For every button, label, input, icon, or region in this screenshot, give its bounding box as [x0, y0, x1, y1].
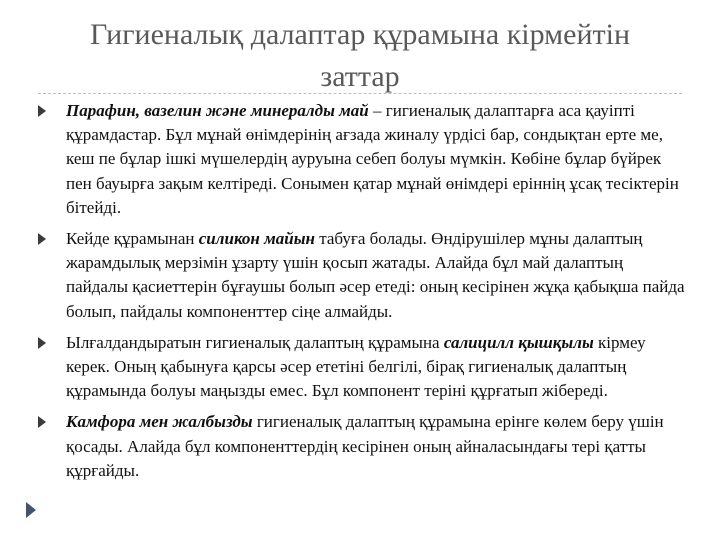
bullet-item [36, 227, 686, 324]
slide-title-line-1: Гигиеналық далаптар құрамына кірмейтін [89, 18, 631, 51]
bullet-emphasis-text: салицилл қышқылы [443, 332, 594, 352]
navigation-arrow-icon[interactable] [26, 502, 36, 518]
bullet-item [36, 331, 686, 404]
bullet-arrow-icon [38, 105, 46, 117]
bullet-text: Кейде құрамынан [66, 229, 199, 249]
bullet-emphasis-text: силикон майын [198, 229, 315, 249]
slide-title-line-2: заттар [320, 60, 400, 93]
bullet-text: кірмеу керек. Оның қабынуға қарсы әсер ететіні белгілі, бірақ гигиеналық далаптың құрамында болуы маңызды емес. Бұл компонент теріні құрғатып жібереді. [66, 332, 646, 401]
bullet-emphasis-text: Камфора мен жалбызды [66, 412, 253, 432]
bullet-text: Ылғалдандыратын гигиеналық далаптың құрамына [66, 332, 444, 352]
bullet-text: гигиеналық далаптың құрамына ерінге көлем беру үшін қосады. Алайда бұл компоненттердің кесірінен оның айналасындағы тері қатты құрғайды. [66, 412, 664, 480]
bullet-list [36, 99, 686, 490]
title-divider [38, 93, 682, 94]
bullet-item [36, 99, 686, 220]
bullet-text: табуға болады. Өндірушілер мұны далаптың жарамдылық мерзімін ұзарту үшін қосып жатады. Алайда бұл май далаптың пайдалы қасиеттерін бұғаушы болып әсер етеді: оның кесірінен жұқа қабықша пайда болып, пайдалы компоненттер сіңе алмайды. [66, 229, 685, 321]
bullet-text: – гигиеналық далаптарға аса қауіпті құрамдастар. Бұл мұнай өнімдерінің ағзада жиналу үрдісі бар, сондықтан ерте ме, кеш пе бұлар ішкі мүшелердің ауруына себеп болуы мүмкін. Көбіне бұлар бүйрек пен бауырға зақым келтіреді. Сонымен қатар мұнай өнімдері еріннің ұсақ тесіктерін бітейді. [66, 101, 679, 217]
bullet-emphasis-text: Парафин, вазелин және минералды май [66, 101, 369, 120]
bullet-item [36, 410, 686, 483]
bullet-arrow-icon [38, 416, 46, 428]
slide-title [40, 14, 680, 98]
bullet-arrow-icon [38, 233, 46, 245]
bullet-arrow-icon [38, 337, 46, 349]
